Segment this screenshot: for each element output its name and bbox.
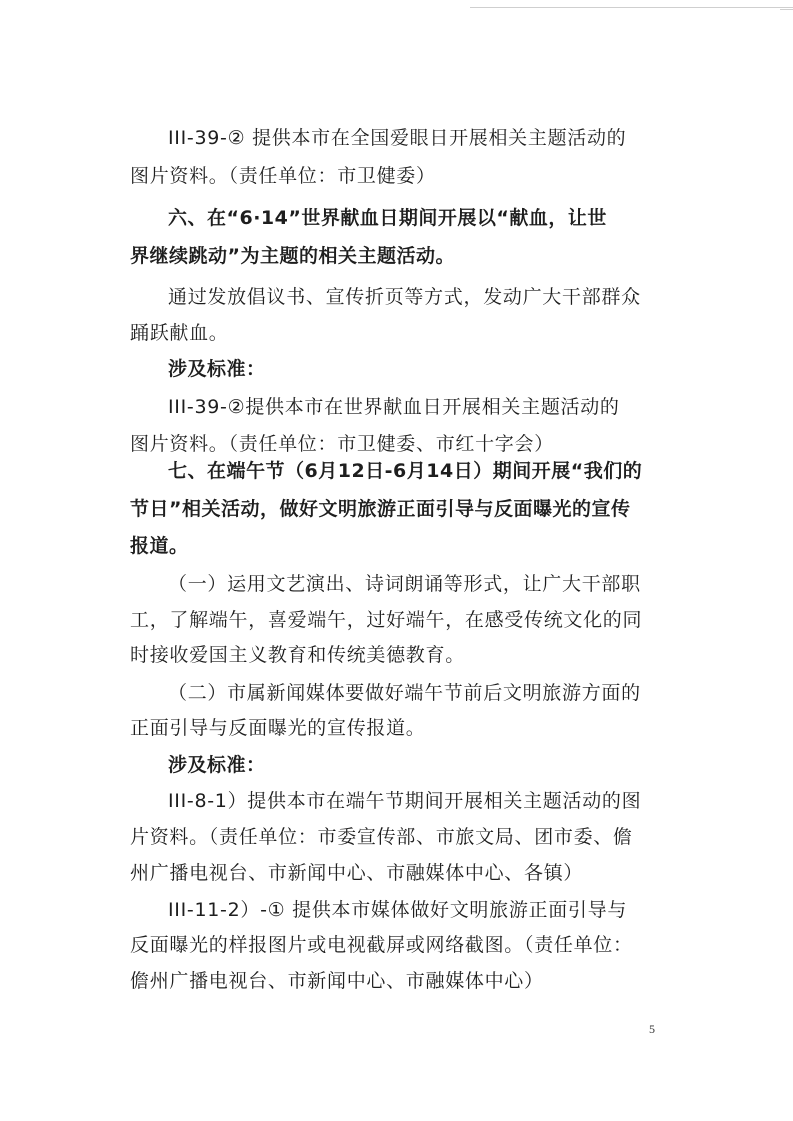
paragraph-line: 反面曝光的样报图片或电视截屏或网络截图。（责任单位：: [130, 934, 633, 956]
paragraph-line: 时接收爱国主义教育和传统美德教育。: [130, 644, 465, 666]
paragraph-line: III-39-② 提供本市在全国爱眼日开展相关主题活动的: [168, 127, 627, 149]
section-heading-line: 节日”相关活动，做好文明旅游正面引导与反面曝光的宣传: [130, 498, 631, 520]
paragraph-line: 图片资料。（责任单位：市卫健委、市红十字会）: [130, 433, 554, 455]
paragraph-line: 儋州广播电视台、市新闻中心、市融媒体中心）: [130, 970, 544, 992]
paragraph-line: （二）市属新闻媒体要做好端午节前后文明旅游方面的: [168, 682, 641, 704]
paragraph-line: 工，了解端午，喜爱端午，过好端午，在感受传统文化的同: [130, 609, 643, 631]
section-heading-line: 报道。: [130, 535, 189, 557]
paragraph-line: III-39-②提供本市在世界献血日开展相关主题活动的: [168, 396, 620, 418]
paragraph-line: III-11-2）-① 提供本市媒体做好文明旅游正面引导与: [168, 899, 628, 921]
paragraph-line: 州广播电视台、市新闻中心、市融媒体中心、各镇）: [130, 862, 584, 884]
paragraph-line: III-8-1）提供本市在端午节期间开展相关主题活动的图: [168, 790, 642, 812]
paragraph-line: 片资料。（责任单位：市委宣传部、市旅文局、团市委、儋: [130, 826, 633, 848]
section-heading-line: 六、在“6·14”世界献血日期间开展以“献血，让世: [168, 207, 607, 229]
section-heading-line: 七、在端午节（6月12日-6月14日）期间开展“我们的: [168, 460, 643, 482]
paragraph-line: 踊跃献血。: [130, 322, 229, 344]
top-scan-line: [470, 7, 793, 8]
section-heading-line: 界继续跳动”为主题的相关主题活动。: [130, 245, 455, 267]
standards-heading: 涉及标准：: [168, 358, 266, 380]
paragraph-line: 正面引导与反面曝光的宣传报道。: [130, 717, 426, 739]
standards-heading: 涉及标准：: [168, 754, 266, 776]
paragraph-line: 通过发放倡议书、宣传折页等方式，发动广大干部群众: [168, 286, 641, 308]
paragraph-line: （一）运用文艺演出、诗词朗诵等形式，让广大干部职: [168, 573, 641, 595]
top-scan-line-end: [780, 0, 793, 10]
paragraph-line: 图片资料。（责任单位：市卫健委）: [130, 165, 436, 187]
page-number: 5: [649, 1022, 655, 1036]
